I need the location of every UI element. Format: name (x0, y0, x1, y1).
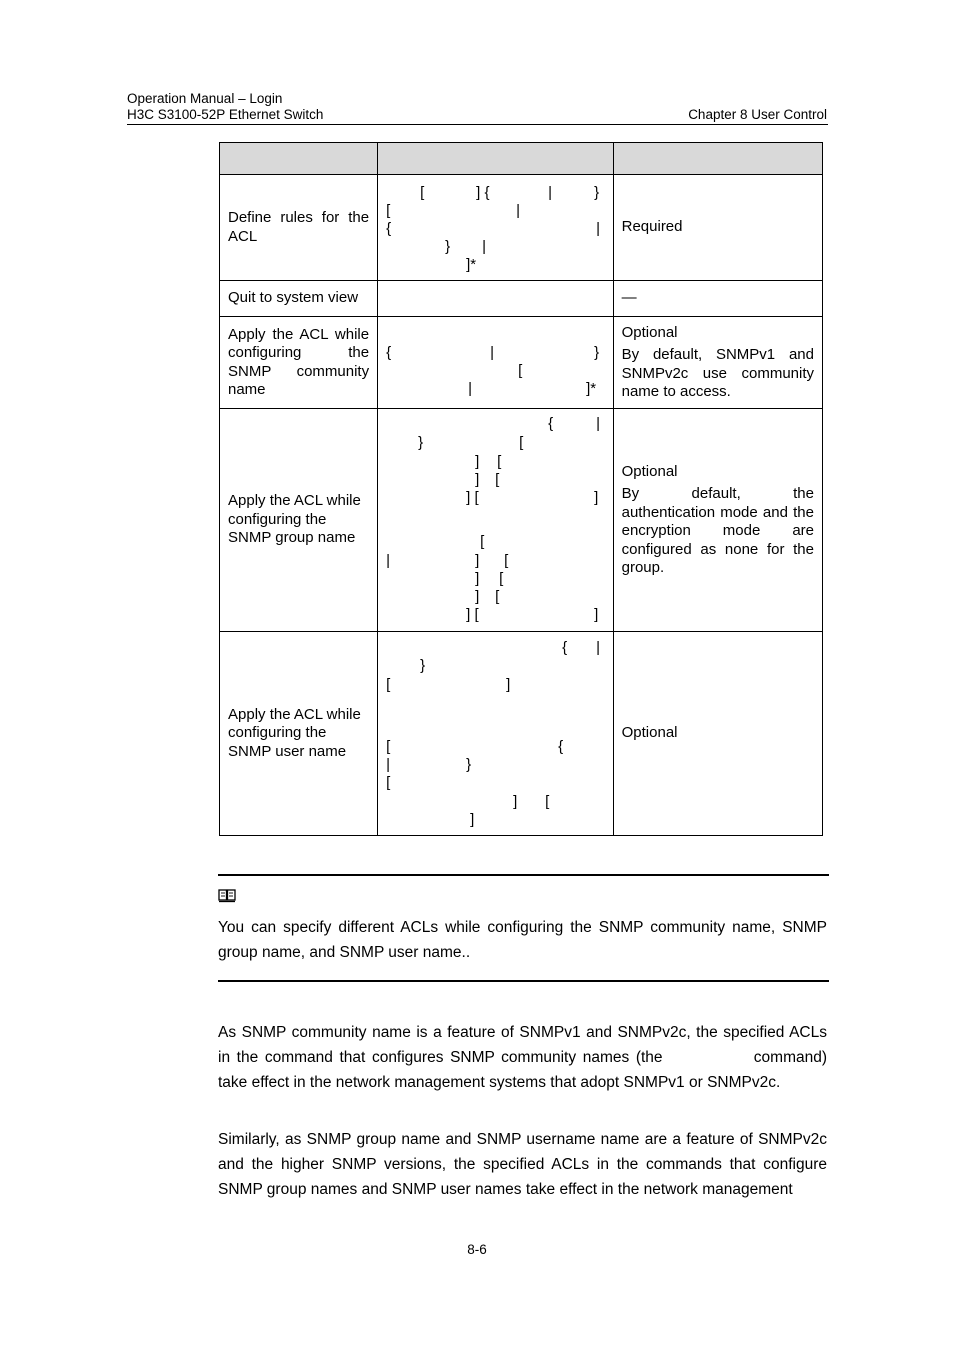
command-symbol: | (386, 756, 391, 773)
operation-cell: Apply the ACL while configuring the SNMP group name (220, 409, 378, 632)
command-symbol: ] (594, 606, 599, 623)
command-symbol: [ (545, 793, 550, 810)
paragraph-text: command) take effect in the network management systems that adopt SNMPv1 or SNMPv2c. (218, 1049, 827, 1091)
operation-cell: Apply the ACL while configuring the SNMP user name (220, 632, 378, 836)
remarks-cell: Optional (613, 632, 822, 836)
command-symbol: | (596, 639, 601, 656)
command-symbol: } (418, 434, 424, 451)
command-symbol: ] (470, 811, 475, 828)
command-cell (378, 281, 614, 317)
command-symbol: | (482, 238, 487, 255)
command-cell (378, 632, 614, 836)
command-symbol: | (516, 202, 521, 219)
command-symbol: [ (519, 434, 524, 451)
product-name: H3C S3100-52P Ethernet Switch (127, 107, 324, 122)
header-rule (127, 124, 828, 125)
command-symbol: ] (475, 588, 480, 605)
command-symbol: ]* (466, 256, 477, 273)
remarks-line: Optional (621, 323, 678, 341)
remarks-cell: — (613, 281, 822, 317)
table-row (220, 409, 823, 632)
note-bottom-rule (218, 980, 829, 982)
command-symbol: ] (513, 793, 518, 810)
command-symbol: ] (506, 676, 511, 693)
operation-cell: Apply the ACL while configuring the SNMP community name (220, 317, 378, 409)
command-symbol: [ (495, 471, 500, 488)
command-symbol: ] { (476, 184, 490, 201)
note-text: You can specify different ACLs while configuring the SNMP community name, SNMP group name, and SNMP user name.. (218, 919, 827, 961)
command-symbol: ] (594, 489, 599, 506)
operation-cell: Define rules for the ACL (220, 175, 378, 281)
command-symbol: } (445, 238, 451, 255)
note-top-rule (218, 874, 829, 876)
command-symbol: ] (475, 570, 480, 587)
header-cell-command (378, 143, 614, 175)
command-symbol: { (386, 344, 392, 361)
command-symbol: [ (420, 184, 425, 201)
command-symbol: | (386, 552, 391, 569)
table-row (220, 632, 823, 836)
header-cell-operation (220, 143, 378, 175)
command-symbol: { (562, 639, 568, 656)
command-symbol: ] (475, 453, 480, 470)
command-cell (378, 409, 614, 632)
command-symbol: ] (475, 471, 480, 488)
operation-cell: Quit to system view (220, 281, 378, 317)
table-row (220, 317, 823, 409)
command-symbol: ]* (586, 380, 597, 397)
remarks-line: By default, SNMPv1 and SNMPv2c use community name to access. (621, 346, 814, 400)
command-symbol: } (594, 344, 600, 361)
command-symbol: [ (386, 676, 391, 693)
command-cell (378, 317, 614, 409)
operation-table (219, 142, 823, 836)
table-row (220, 281, 823, 317)
command-symbol: [ (497, 453, 502, 470)
remarks-cell (613, 409, 822, 632)
command-symbol: | (490, 344, 495, 361)
command-symbol: [ (504, 552, 509, 569)
command-symbol: } (594, 184, 600, 201)
remarks-cell (613, 317, 822, 409)
body-paragraph: Similarly, as SNMP group name and SNMP username name are a feature of SNMPv2c and the higher SNMP versions, the specified ACLs in the commands that configure SNMP group names and SNMP user names take effect in the network management (218, 1131, 827, 1198)
command-symbol: ] [ (466, 606, 479, 623)
header-cell-remarks (613, 143, 822, 175)
table-header-row (220, 143, 823, 175)
chapter-title: Chapter 8 User Control (688, 107, 827, 122)
remarks-line: Optional (621, 462, 678, 480)
command-symbol: [ (518, 362, 523, 379)
command-symbol: | (548, 184, 553, 201)
page-number: 8-6 (467, 1242, 487, 1257)
command-symbol: [ (386, 738, 391, 755)
command-symbol: ] (475, 552, 480, 569)
command-symbol: [ (386, 202, 391, 219)
command-symbol: { (558, 738, 564, 755)
command-symbol: [ (386, 774, 391, 791)
command-symbol: [ (499, 570, 504, 587)
command-symbol: [ (480, 533, 485, 550)
body-paragraph (218, 1020, 827, 1095)
command-symbol: [ (495, 588, 500, 605)
remarks-line: By default, the authentication mode and the encryption mode are configured as none for the group. (621, 485, 814, 576)
paragraph-text: As SNMP community name is a feature of SNMPv1 and SNMPv2c, the specified ACLs in the command that configures SNMP community names (the (218, 1024, 827, 1066)
command-symbol: { (548, 415, 554, 432)
command-symbol: { (386, 220, 392, 237)
book-icon (218, 888, 236, 903)
running-header-left (127, 91, 323, 123)
command-symbol: } (466, 756, 472, 773)
command-cell (378, 175, 614, 281)
command-symbol: ] [ (466, 489, 479, 506)
table-row (220, 175, 823, 281)
command-symbol: } (420, 657, 426, 674)
command-symbol: | (596, 415, 601, 432)
command-symbol: | (596, 220, 601, 237)
remarks-cell: Required (613, 175, 822, 281)
command-symbol: | (468, 380, 473, 397)
manual-title: Operation Manual – Login (127, 91, 283, 106)
